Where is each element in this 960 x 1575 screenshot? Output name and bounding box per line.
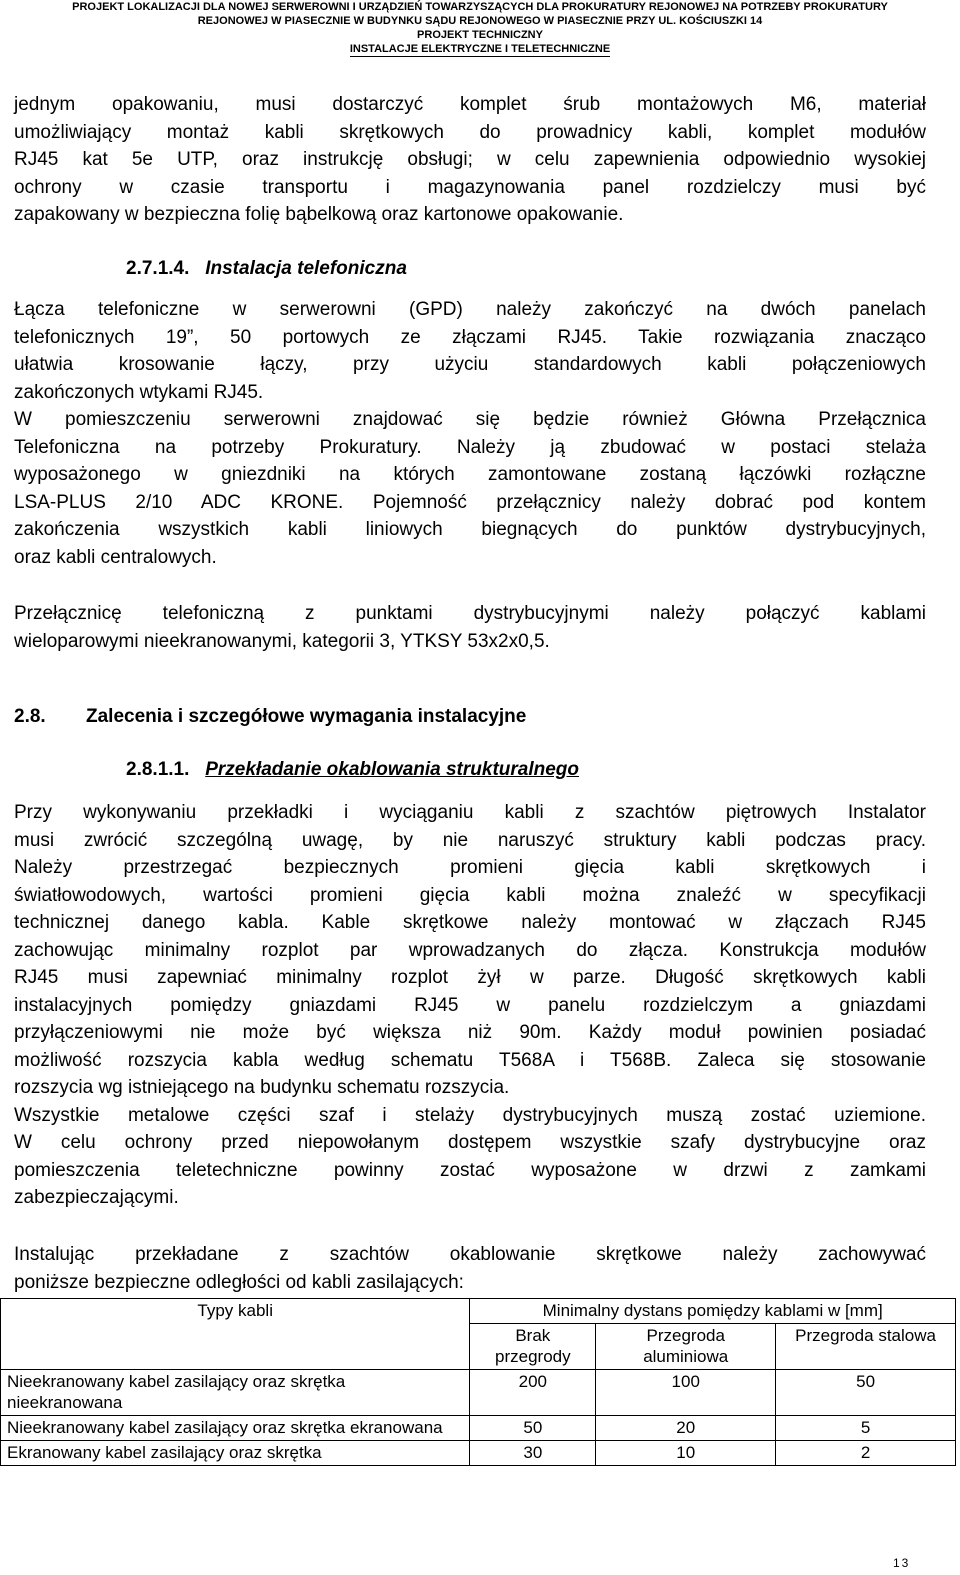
text-line: oraz kabli centralowych. bbox=[14, 546, 217, 568]
paragraph-5 bbox=[14, 1241, 926, 1296]
subheader-cell: Przegroda stalowa bbox=[776, 1324, 956, 1370]
text-line: instalacyjnych pomiędzy gniazdami RJ45 w panelu rozdzielczym a gniazdami bbox=[14, 994, 926, 1016]
text-line: możliwość rozszycia kabla według schematu T568A i T568B. Zaleca się stosowanie bbox=[14, 1049, 926, 1071]
text-line: rozszycia wg istniejącego na budynku schematu rozszycia. bbox=[14, 1077, 510, 1098]
row-type-cell: Nieekranowany kabel zasilający oraz skrętka nieekranowana bbox=[1, 1370, 470, 1416]
table-row bbox=[1, 1416, 956, 1441]
row-type-cell: Ekranowany kabel zasilający oraz skrętka bbox=[1, 1441, 470, 1466]
header-cell-group: Minimalny dystans pomiędzy kablami w [mm] bbox=[470, 1299, 956, 1324]
section-title: Zalecenia i szczegółowe wymagania instalacyjne bbox=[86, 706, 527, 727]
paragraph-4 bbox=[14, 799, 926, 1212]
text-line: LSA-PLUS 2/10 ADC KRONE. Pojemność przełącznicy należy dobrać pod kontem bbox=[14, 491, 926, 513]
text-line: W pomieszczeniu serwerowni znajdować się będzie również Główna Przełącznica bbox=[14, 409, 926, 430]
section-heading-2-8-1-1 bbox=[126, 757, 579, 783]
cable-distance-table bbox=[0, 1298, 956, 1466]
text-line: Łącza telefoniczne w serwerowni (GPD) należy zakończyć na dwóch panelach bbox=[14, 299, 926, 320]
table-header-row bbox=[1, 1299, 956, 1324]
text-line: wieloparowymi nieekranowanymi, kategorii 3, YTKSY 53x2x0,5. bbox=[14, 630, 550, 652]
table-row bbox=[1, 1370, 956, 1416]
value-cell: 200 bbox=[470, 1370, 596, 1416]
section-number: 2.7.1.4. bbox=[126, 258, 190, 279]
subheader-cell: Brak przegrody bbox=[470, 1324, 596, 1370]
section-heading-2-8 bbox=[14, 704, 526, 730]
text-line: Należy przestrzegać bezpiecznych promieni gięcia kabli skrętkowych i bbox=[14, 857, 926, 878]
section-heading-2-7-1-4 bbox=[126, 256, 407, 282]
header-cell-type: Typy kabli bbox=[1, 1299, 470, 1370]
table-row bbox=[1, 1441, 956, 1466]
page-number: 13 bbox=[893, 1556, 911, 1570]
text-line: przyłączeniowymi nie może być większa niż 90m. Każdy moduł powinien posiadać bbox=[14, 1022, 926, 1043]
header-line-2: REJONOWEJ W PIASECZNIE W BUDYNKU SĄDU REJONOWEGO W PIASECZNIE PRZY UL. KOŚCIUSZKI 14 bbox=[197, 15, 763, 27]
text-line: wyposażonego w gniezdniki na których zamontowane zostaną łączówki rozłączne bbox=[14, 464, 926, 485]
value-cell: 10 bbox=[596, 1441, 776, 1466]
header-line-4: INSTALACJE ELEKTRYCZNE I TELETECHNICZNE bbox=[349, 43, 611, 55]
header-line-1: PROJEKT LOKALIZACJI DLA NOWEJ SERWEROWNI I URZĄDZIEŃ TOWARZYSZĄCYCH DLA PROKURATURY REJONOWEJ NA POTRZEBY PROKURATURY bbox=[72, 1, 888, 13]
text-line: zabezpieczającymi. bbox=[14, 1187, 179, 1208]
text-line: RJ45 musi zapewniać minimalny rozplot żył w parze. Długość skrętkowych kabli bbox=[14, 967, 926, 988]
text-line: W celu ochrony przed niepowołanym dostępem wszystkie szafy dystrybucyjne oraz bbox=[14, 1132, 926, 1153]
text-line: telefonicznych 19”, 50 portowych ze złączami RJ45. Takie rozwiązania znacząco bbox=[14, 326, 926, 348]
text-line: światłowodowych, wartości promieni gięcia kabli można znaleźć w specyfikacji bbox=[14, 884, 926, 906]
text-line: umożliwiający montaż kabli skrętkowych do prowadnicy kabli, komplet modułów bbox=[14, 121, 926, 143]
text-line: Instalując przekładane z szachtów okablowanie skrętkowe należy zachowywać bbox=[14, 1244, 926, 1265]
text-line: zapakowany w bezpieczna folię bąbelkową oraz kartonowe opakowanie. bbox=[14, 204, 624, 225]
text-line: musi zwrócić szczególną uwagę, by nie naruszyć struktury kabli podczas pracy. bbox=[14, 829, 926, 851]
text-line: zakończenia wszystkich kabli liniowych biegnących do punktów dystrybucyjnych, bbox=[14, 519, 926, 540]
value-cell: 2 bbox=[776, 1441, 956, 1466]
paragraph-1 bbox=[14, 91, 926, 229]
value-cell: 5 bbox=[776, 1416, 956, 1441]
text-line: Przełącznicę telefoniczną z punktami dystrybucyjnymi należy połączyć kablami bbox=[14, 603, 926, 624]
text-line: Przy wykonywaniu przekładki i wyciąganiu kabli z szachtów piętrowych Instalator bbox=[14, 802, 926, 823]
text-line: ułatwia krosowanie łączy, przy użyciu standardowych kabli połączeniowych bbox=[14, 354, 926, 375]
section-number: 2.8.1.1. bbox=[126, 759, 190, 780]
text-line: jednym opakowaniu, musi dostarczyć komplet śrub montażowych M6, materiał bbox=[14, 94, 926, 115]
section-title: Przekładanie okablowania strukturalnego bbox=[205, 759, 580, 780]
value-cell: 50 bbox=[776, 1370, 956, 1416]
section-title: Instalacja telefoniczna bbox=[205, 258, 407, 279]
value-cell: 100 bbox=[596, 1370, 776, 1416]
text-line: RJ45 kat 5e UTP, oraz instrukcję obsługi; w celu zapewnienia odpowiednio wysokiej bbox=[14, 149, 926, 170]
page-header bbox=[0, 0, 960, 57]
text-line: Wszystkie metalowe części szaf i stelaży dystrybucyjnych muszą zostać uziemione. bbox=[14, 1104, 926, 1126]
value-cell: 50 bbox=[470, 1416, 596, 1441]
header-line-3: PROJEKT TECHNICZNY bbox=[417, 29, 543, 41]
text-line: Telefoniczna na potrzeby Prokuratury. Należy ją zbudować w postaci stelaża bbox=[14, 436, 926, 458]
text-line: zachowując minimalny rozplot par wprowadzanych do złącza. Konstrukcja modułów bbox=[14, 939, 926, 961]
text-line: poniższe bezpieczne odległości od kabli zasilających: bbox=[14, 1271, 464, 1293]
paragraph-2 bbox=[14, 296, 926, 571]
value-cell: 20 bbox=[596, 1416, 776, 1441]
text-line: zakończonych wtykami RJ45. bbox=[14, 381, 264, 403]
section-number: 2.8. bbox=[14, 706, 46, 727]
value-cell: 30 bbox=[470, 1441, 596, 1466]
paragraph-3 bbox=[14, 600, 926, 655]
text-line: pomieszczenia teletechniczne powinny zostać wyposażone w drzwi z zamkami bbox=[14, 1159, 926, 1181]
row-type-cell: Nieekranowany kabel zasilający oraz skrętka ekranowana bbox=[1, 1416, 470, 1441]
text-line: ochrony w czasie transportu i magazynowania panel rozdzielczy musi być bbox=[14, 176, 926, 198]
text-line: technicznej danego kabla. Kable skrętkowe należy montować w złączach RJ45 bbox=[14, 912, 926, 933]
subheader-cell: Przegroda aluminiowa bbox=[596, 1324, 776, 1370]
